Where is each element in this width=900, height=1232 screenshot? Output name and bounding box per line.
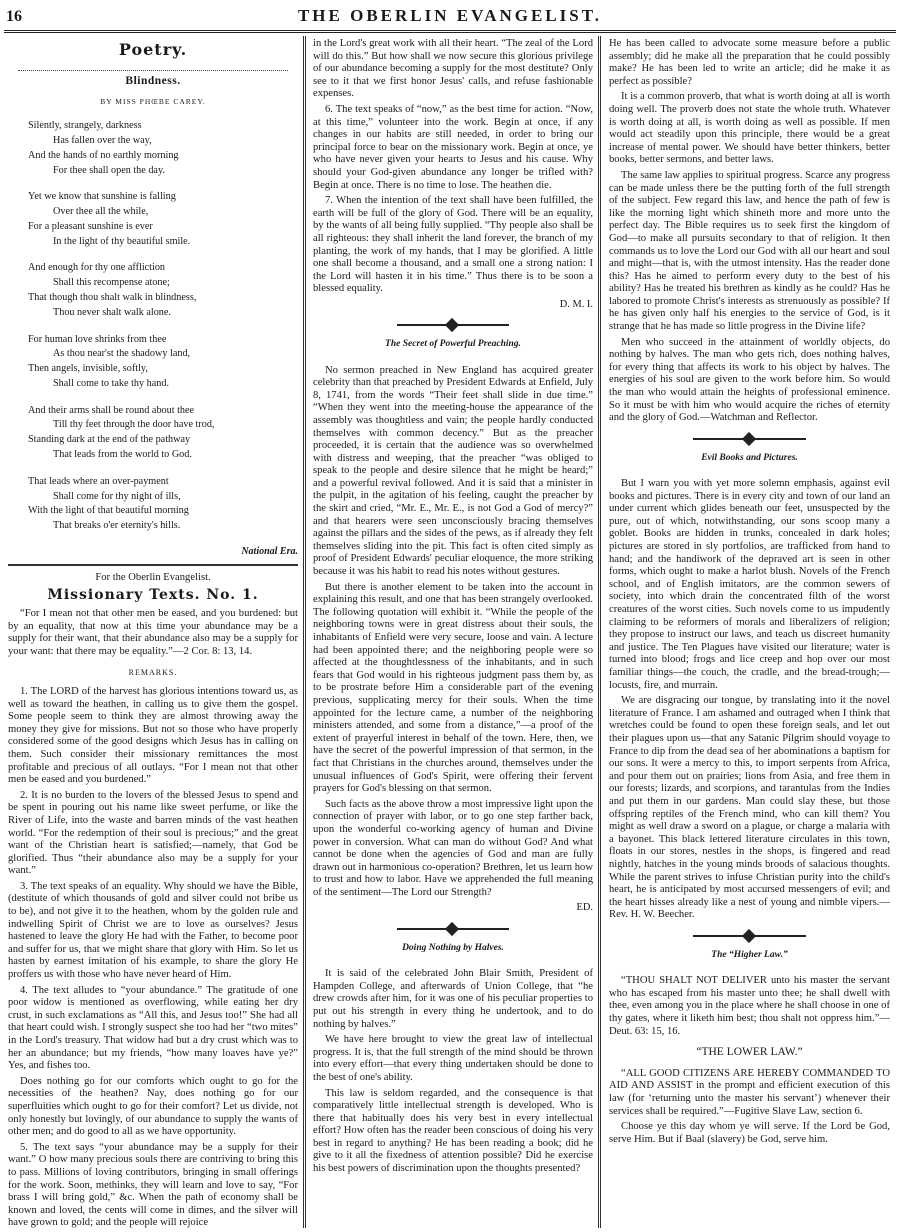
poem-line: Yet we know that sunshine is falling bbox=[28, 191, 176, 203]
ornament-divider bbox=[609, 431, 890, 445]
missionary-cont-1: in the Lord's great work with all their heart. “The zeal of the Lord will do this.” But how shall we now secure this glorious privilege of our abundance becoming a supply for the most destitute? Only see to it that we first honor Jesus' calls, and refuse fashionable expenses. bbox=[313, 38, 593, 100]
poem-line: That leads from the world to God. bbox=[53, 449, 192, 461]
poem-stanza bbox=[8, 475, 298, 534]
poem-source: National Era. bbox=[241, 545, 298, 557]
halves-para-1: It is said of the celebrated John Blair Smith, President of Hampden College, and afterwards of Union College, that “he drew crowds after him, for it was one of his peculiar properties to put out his strength in every thing he undertook, and to do nothing by halves.” bbox=[313, 968, 593, 1030]
ornament-divider bbox=[313, 317, 593, 331]
poem-line: For human love shrinks from thee bbox=[28, 333, 167, 345]
halves-cont-4: Men who succeed in the attainment of worldly objects, do nothing by halves. The man who gets rich, does nothing halves, for every thing that affects its work to his object by halves. The energies of his soul are given to the work before him. So would the man who would attain the heights of professional eminence. So it must be with him who would acquire the riches of eternity and the glory of God.—Watchman and Reflector. bbox=[609, 336, 890, 424]
poem-stanza bbox=[8, 119, 298, 178]
missionary-para-3: 3. The text speaks of an equality. Why should we have the Bible, (destitute of which thousands of gold and silver could not bribe us to be), and not give it to the heathen, whom by the golden rule and indwelling Spirit of Christ we are to love as ourselves? Jesus hastened to leave the glory He had with the Father, to become poor and suffer for us, that we might share that glory with Him. So let us hasten by earnest imitation of his example, to share the glory He proffers us with those who have never heard of Him. bbox=[8, 880, 298, 981]
poem-line: Shall this recompense atone; bbox=[53, 277, 170, 289]
poem-line: Standing dark at the end of the pathway bbox=[28, 434, 191, 446]
halves-cont-2: It is a common proverb, that what is worth doing at all is worth doing well. The proverb does not state the whole truth. Whatever is worth doing at all, is worth doing as well as possible. If men would act steadily upon this principle, there would be a great increase of mental power. We should have better thinkers, better books, better sermons, and better laws. bbox=[609, 91, 890, 166]
poem-line: Shall come to take thy hand. bbox=[53, 377, 169, 389]
higher-law-quote: “THOU SHALT NOT DELIVER unto his master the servant who has escaped from his master unto thee; he shall dwell with thee, even among you in the place where he shall choose in one of thy gates, where it liketh him best; thou shalt not oppress him.”—Deut. 63: 15, 16. bbox=[609, 975, 890, 1037]
preaching-para-2: But there is another element to be taken into the account in explaining this result, and one that has been strangely overlooked. The following quotation will exhibit it. “While the people of the neighboring towns were in great distress about their souls, the inhabitants of Enfield were very secure, loose and vain. A lecture had been appointed there; and the neighboring people were so affected at the thoughtlessness of the inhabitants, and in such fears that God would in his righteous judgment pass them by, as to be prostrate before Him a considerable part of the evening previous, supplicating mercy for their souls. When the time appointed for the lecture came, a number of the neighboring ministers attended, and some from a distance,”—a proof of the extent of prayerful interest in behalf of the town. Here, then, we have the secret of the powerful impression of that sermon, in the fact that Christians in the churches around, themselves under the unusual influences of God's Spirit, were offering their fervent prayers for God's blessing on that sermon. bbox=[313, 581, 593, 795]
article-title-halves: Doing Nothing by Halves. bbox=[402, 942, 504, 953]
poem-line: Over thee all the while, bbox=[53, 206, 149, 218]
poem-stanza bbox=[8, 333, 298, 392]
poem-byline: BY MISS PHŒBE CAREY. bbox=[100, 97, 206, 107]
column-1 bbox=[8, 38, 298, 1228]
poem-line: As thou near'st the shadowy land, bbox=[53, 348, 191, 360]
page-header bbox=[0, 6, 900, 28]
poem-line: That breaks o'er eternity's hills. bbox=[53, 520, 181, 532]
missionary-title: Missionary Texts. No. 1. bbox=[47, 587, 259, 604]
wavy-divider bbox=[18, 64, 288, 71]
article-title-preaching: The Secret of Powerful Preaching. bbox=[385, 339, 521, 350]
missionary-para-6: 5. The text says “your abundance may be a supply for their want.” O how many precious souls there are contriving to bring this to pass. Millions of loving contributors, bringing in small offerings for the work. Soon, methinks, they will learn and love to say, “For brass I will bring gold,” &c. When the path of economy shall be known and loved, the cents will come in dimes, and the silver will have grown to gold; and the people will rejoice bbox=[8, 1141, 298, 1228]
poem-stanza bbox=[8, 190, 298, 249]
poem-line: And their arms shall be round about thee bbox=[28, 404, 195, 416]
poetry-section-heading: Poetry. bbox=[118, 40, 188, 59]
poem-stanza bbox=[8, 261, 298, 320]
halves-para-3: This law is seldom regarded, and the consequence is that comparatively little intellectual strength is developed. Who is there that habitually does his very best in every intellectual effort? How often has the reader been conscious of doing his very best in regard to anything? He has been reading a book; did he give to it all the fixedness of attention possible? Did he exercise his best powers of discrimination upon the thoughts presented? bbox=[313, 1087, 593, 1175]
column-2 bbox=[313, 38, 593, 1228]
evil-books-para-2: We are disgracing our tongue, by translating into it the novel literature of France. I am ashamed and outraged when I think that wretches could be found to open these foreign seals, and let out their plagues upon us—that any Satanic Pilgrim should voyage to France to dip from the dead sea of her abominations a baptism for our sons. It were a mercy to this, to import serpents from Africa, and pour them out on prairies; lions from Asia, and free them in our forests; lizards, and scorpions, and tarantulas from the Indies and put them in our gardens. Man could slay these, but those offspring reptiles of the French mind, who can kill them? You might as well draw a sword on a plague, or charge a malaria with a bayonet. This black lettered literature circulates in this town, floats in our stores, nestles in the shops, is fingered and read nightly, hatches in the young minds broods of salacious thoughts. While the parent strives to infuse Christian purity into the child's heart, he is anticipated by most accursed messengers of evil; and the heart hisses already like a nest of young and nimble vipers.—Rev. H. W. Beecher. bbox=[609, 695, 890, 921]
halves-cont-1: He has been called to advocate some measure before a public assembly; did he make all the preparation that he could possibly make? He has been led to write an article; did he make it as perfect as possible? bbox=[609, 38, 890, 87]
missionary-para-4: 4. The text alludes to “your abundance.” The gratitude of one poor widow is mentioned as overflowing, while eating her dry crust, in such exclamations as “All this, and Jesus too!” She had all that heart could wish. I strongly suspect she too had her “two mites” in the Lord's treasury. That widow had but a dry crust which was to her an abundance; but my friends, “how many loaves have ye?” Yes, and fishes too. bbox=[8, 984, 298, 1072]
halves-para-2: We have here brought to view the great law of intellectual progress. It is, that the full strength of the mind should be thrown into every effort—that every thing undertaken should be done to the best of one's ability. bbox=[313, 1034, 593, 1083]
signature-dmi: D. M. I. bbox=[559, 298, 593, 310]
section-rule bbox=[8, 564, 298, 566]
poem-line: In the light of thy beautiful smile. bbox=[53, 235, 191, 247]
header-rule bbox=[4, 30, 896, 33]
poem-line: And enough for thy one affliction bbox=[28, 262, 166, 274]
poem-line: For a pleasant sunshine is ever bbox=[28, 220, 153, 232]
publication-title: THE OBERLIN EVANGELIST. bbox=[297, 6, 603, 25]
missionary-para-2: 2. It is no burden to the lovers of the blessed Jesus to spend and be spent in pouring out his name like sweet perfume, or like the River of Life, into the waste and barren minds of the vast heathen world. “For the redemption of their soul is precious;” and the great want of the Christian heart is satisfied;—namely, that God be glorified. Thus “their abundance also may be a supply for your want.” bbox=[8, 789, 298, 877]
missionary-epigraph: “For I mean not that other men be eased, and you burdened: but by an equality, that now at this time your abundance may be a supply for their want, that their abundance also may be a supply for your want: that there may be equality.”—2 Cor. 8: 13, 14. bbox=[8, 608, 298, 657]
poem-line: And the hands of no earthly morning bbox=[28, 149, 179, 161]
ornament-divider bbox=[313, 921, 593, 935]
poem-line: Till thy feet through the door have trod, bbox=[53, 419, 215, 431]
halves-cont-3: The same law applies to spiritual progress. Scarce any progress can be made unless there be the putting forth of the full strength of the subject. Few regard this law, and hence the path of few is like the morning light which shineth more and more unto the perfect day. The Bible requires us to seek first the kingdom of God—to make all pursuits secondary to that of religion. It then commands us to love the Lord our God with all our heart and soul and might—that is, with the utmost intensity. Has the reader done this? Has he aimed to perform every duty to the best of his ability? Has he treated his brethren as kindly as he could? Has he labored to promote Christ's interests as strenuously as possible? If he has given only half his energies to the service of God, is it strange that he has made so little progress in the Divine life? bbox=[609, 169, 890, 333]
remarks-label: REMARKS. bbox=[128, 668, 178, 678]
missionary-para-1: 1. The LORD of the harvest has glorious intentions toward us, as well as toward the heathen, in calling us to give them the gospel. Some people seem to think they are almost throwing away the money they give for missions. But not so those who have properly considered some of the good designs which Jesus has in calling on them. Such consider their missionary remittances the most profitable and precious of all outlays. “For I mean not that other men be eased and you burdened.” bbox=[8, 685, 298, 786]
poem-line: Thou never shalt walk alone. bbox=[53, 306, 171, 318]
poem-line: Has fallen over the way, bbox=[53, 134, 152, 146]
poem-line: Shall come for thy night of ills, bbox=[53, 490, 181, 502]
poem-line: Then angels, invisible, softly, bbox=[28, 363, 148, 375]
preaching-para-1: No sermon preached in New England has acquired greater celebrity than that preached by President Edwards at Enfield, July 8, 1741, from the words “Their feet shall slide in due time.” “When they went into the meeting-house the appearance of the assembly was thoughtless and vain; the people hardly conducted themselves with common decency.” But as the preacher proceeded, it is certain that the audience was so overwhelmed with distress and weeping, that the preacher “was obliged to speak to the people and desire silence that he might be heard;” and a powerful revival followed. And it is said that a minister in the pulpit, in the agitation of his feeling, caught the preacher by the skirt and cried, “Mr. E., Mr. E., is not God a God of mercy?” and that hearers were seen unconsciously bracing themselves against the pillars and the sides of the pews, as if already they felt themselves sliding into the pit. This fact is often cited simply as proof of President Edwards' peculiar eloquence, the more striking because it was his habit to read his notes without gestures. bbox=[313, 364, 593, 578]
page-number: 16 bbox=[6, 8, 22, 25]
signature-ed: ED. bbox=[576, 902, 593, 914]
poem-stanza bbox=[8, 404, 298, 463]
evil-books-para-1: But I warn you with yet more solemn emphasis, against evil books and pictures. There is in every city and town of our land an under current which glides beneath our feet, unsuspected by the pure, out of which, notwithstanding, our sons scoop many a goblet. Books are hidden in trunks, concealed in dark holes; pictures are stored in sly portfolios, are trafficked from hand to hand; and the handiwork of the depraved art is seen in other forms, which ought to make a harlot blush. Novels of the French school, and of English imitators, are the common sewers of society, into which drain the concentrated filth of the worst creatures of the worst cities. Such novels come to us impudently claiming to be reformers of morals and liberalizers of religion; they propose to instruct our laws, and teach us discreet humanity and justice. The Ten Plagues have visited our literature; water is turned into blood; frogs and lice creep and hop over our most familiar things—the couch, the cradle, and the bread-trough;—locusts, fire, and murrain. bbox=[609, 478, 890, 691]
lower-law-quote: “ALL GOOD CITIZENS ARE HEREBY COMMANDED TO AID AND ASSIST in the prompt and efficient execution of this law (for ‘returning unto the master his servant’) whenever their services shall be required.”—Fugitive Slave Law, section 6. bbox=[609, 1067, 890, 1117]
missionary-cont-3: 7. When the intention of the text shall have been fulfilled, the earth will be full of the glory of God. There will be an equality, by the wants of all being fully supplied. “Thy people also shall be all righteous: they shall inherit the land forever, the branch of my planting, the work of my hands, that I may be glorified. A little one shall become a thousand, and a small one a strong nation: I the Lord will hasten it in his time.” Thus there is to be soon a blessed equality. bbox=[313, 195, 593, 295]
poem-line: That leads where an over-payment bbox=[28, 475, 169, 487]
poem-stanzas bbox=[8, 119, 298, 534]
missionary-para-5: Does nothing go for our comforts which ought to go for the necessities of the heathen? Nay, does nothing go for our superfluities which ought to go for their comfort? Let us divide, not only honestly but lovingly, of our abundance to supply the wants of other men; and do good to all as we have opportunity. bbox=[8, 1075, 298, 1138]
poem-line: With the light of that beautiful morning bbox=[28, 505, 189, 517]
missionary-cont-2: 6. The text speaks of “now,” as the best time for action. “Now, at this time,” volunteer into the work. Begin at once, if any changes in our habits are still needed, in order to bring our principal force to bear on the missionary work. Begin at once, ye who have never given your hearts to Jesus and his cause. Why should your God-given abundance any longer be trifled with? Begin at once. There is no time to lose. The heathen die. bbox=[313, 103, 593, 191]
article-title-higher-law: The “Higher Law.” bbox=[711, 949, 788, 960]
ornament-divider bbox=[609, 928, 890, 942]
column-divider-2 bbox=[598, 36, 601, 1228]
poem-line: That though thou shalt walk in blindness, bbox=[28, 292, 197, 303]
closing-line: Choose ye this day whom ye will serve. If the Lord be God, serve Him. But if Baal (slavery) be God, serve him. bbox=[609, 1121, 890, 1145]
for-line: For the Oberlin Evangelist. bbox=[95, 571, 211, 583]
poem-line: Silently, strangely, darkness bbox=[28, 120, 142, 132]
poem-title: Blindness. bbox=[125, 74, 181, 87]
article-title-evil-books: Evil Books and Pictures. bbox=[701, 452, 798, 463]
column-divider-1 bbox=[303, 36, 306, 1228]
lower-law-title: “THE LOWER LAW.” bbox=[696, 1046, 803, 1059]
column-3 bbox=[609, 38, 890, 1228]
poem-line: For thee shall open the day. bbox=[53, 164, 165, 176]
preaching-para-3: Such facts as the above throw a most impressive light upon the connection of prayer with labor, or to go one step farther back, upon the wonderful co-working agency of human and Divine power in conversion. What can man do without God? And what cannot be done when the agencies of God and man are fully drawn out in harmonious co-operation? Brethren, let us learn how to trust and how to labor. Have we apprehended the full meaning of the sentiment—The Lord our Strength? bbox=[313, 798, 593, 898]
